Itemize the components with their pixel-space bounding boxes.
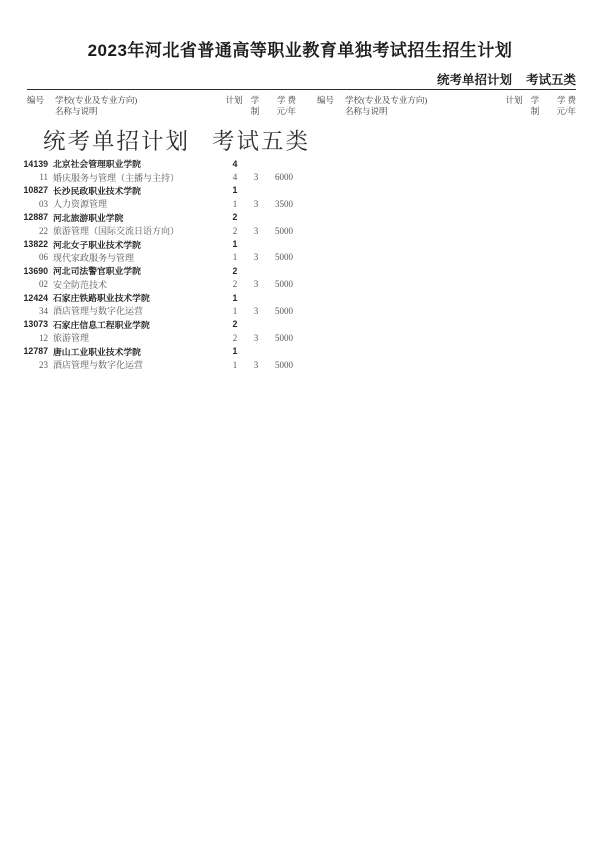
row-code: 13822 [23, 239, 48, 250]
table-row [21, 304, 293, 317]
row-code: 22 [39, 225, 48, 236]
table-row [21, 291, 293, 304]
row-code: 23 [39, 359, 48, 370]
col-header-duration: 学制 [250, 95, 260, 116]
row-code: 13690 [23, 265, 48, 276]
col-header-plan: 计划 [505, 95, 523, 105]
table-row [21, 358, 293, 371]
col-header-name-line1: 学校(专业及专业方向) [55, 95, 138, 105]
col-header-duration: 学制 [530, 95, 540, 116]
row-code: 34 [39, 305, 48, 316]
row-name: 现代家政服务与管理 [53, 252, 135, 263]
row-plan: 2 [232, 225, 238, 236]
row-fee: 5000 [275, 252, 293, 263]
section-heading-left: 统考单招计划 [43, 129, 191, 154]
row-plan: 2 [232, 319, 238, 330]
table-row [21, 251, 293, 264]
row-code: 11 [39, 172, 48, 183]
plan-type-label-left: 统考单招计划 [436, 73, 512, 87]
row-plan: 1 [232, 198, 238, 209]
row-duration: 3 [253, 172, 259, 183]
row-name: 旅游管理 [53, 333, 90, 344]
row-duration: 3 [253, 279, 259, 290]
row-plan: 2 [232, 332, 238, 343]
plan-type-label-right: 考试五类 [525, 73, 576, 87]
row-name: 河北旅游职业学院 [53, 212, 124, 223]
row-name: 长沙民政职业技术学院 [53, 185, 141, 196]
table-row [21, 157, 293, 170]
row-name: 河北女子职业技术学院 [53, 239, 141, 250]
row-fee: 3500 [275, 198, 293, 209]
row-plan: 1 [232, 239, 238, 250]
row-fee: 5000 [275, 225, 293, 236]
row-name: 婚庆服务与管理（主播与主持） [53, 172, 180, 183]
col-header-plan: 计划 [225, 95, 243, 105]
row-duration: 3 [253, 252, 259, 263]
row-plan: 1 [232, 185, 238, 196]
row-plan: 1 [232, 359, 238, 370]
row-code: 13073 [23, 319, 48, 330]
col-header-fee-line2: 元/年 [556, 105, 576, 116]
row-name: 人力资源管理 [53, 199, 108, 210]
row-name: 安全防范技术 [53, 279, 108, 290]
row-fee: 5000 [275, 359, 293, 370]
row-name: 旅游管理（国际交流日语方向） [53, 226, 180, 237]
col-header-fee [262, 95, 296, 116]
page-title: 2023年河北省普通高等职业教育单独考试招生招生计划 [87, 41, 513, 60]
row-fee: 6000 [275, 172, 293, 183]
row-fee: 5000 [275, 305, 293, 316]
col-header-name [49, 95, 220, 116]
table-row [21, 331, 293, 344]
table-row [21, 211, 293, 224]
row-code: 10827 [23, 185, 48, 196]
row-plan: 1 [232, 346, 238, 357]
row-code: 06 [39, 252, 48, 263]
table-row [21, 224, 293, 237]
col-header-code: 编号 [27, 95, 45, 105]
col-header-name-line2: 名称与说明 [55, 105, 98, 116]
row-plan: 1 [232, 292, 238, 303]
row-code: 03 [39, 198, 48, 209]
col-header-name-line2: 名称与说明 [345, 105, 388, 116]
col-header-fee-line1: 学 费 [556, 95, 576, 105]
row-fee: 5000 [275, 332, 293, 343]
table-row [21, 318, 293, 331]
row-fee: 5000 [275, 279, 293, 290]
table-rows [21, 157, 293, 371]
plan-type-label [437, 70, 576, 88]
header-divider [27, 89, 576, 90]
row-plan: 2 [232, 212, 238, 223]
row-name: 酒店管理与数字化运营 [53, 306, 144, 317]
row-code: 12787 [23, 346, 48, 357]
row-code: 12424 [23, 292, 48, 303]
row-plan: 4 [232, 172, 238, 183]
row-plan: 2 [232, 265, 238, 276]
row-plan: 1 [232, 252, 238, 263]
row-name: 北京社会管理职业学院 [53, 159, 141, 170]
row-duration: 3 [253, 225, 259, 236]
col-header-name [339, 95, 500, 116]
row-code: 02 [39, 279, 48, 290]
row-code: 14139 [23, 158, 48, 169]
col-header-name-line1: 学校(专业及专业方向) [345, 95, 428, 105]
row-name: 石家庄铁路职业技术学院 [53, 293, 150, 304]
table-row [21, 197, 293, 210]
row-name: 石家庄信息工程职业学院 [53, 319, 150, 330]
section-heading [43, 124, 310, 156]
row-name: 酒店管理与数字化运营 [53, 360, 144, 371]
table-row [21, 170, 293, 183]
col-header-fee-line2: 元/年 [276, 105, 296, 116]
table-row [21, 344, 293, 357]
table-row [21, 237, 293, 250]
row-code: 12887 [23, 212, 48, 223]
row-name: 唐山工业职业技术学院 [53, 346, 141, 357]
table-row [21, 278, 293, 291]
row-duration: 3 [253, 332, 259, 343]
table-row [21, 264, 293, 277]
col-header-fee [542, 95, 576, 116]
table-header-left [27, 95, 296, 116]
table-row [21, 184, 293, 197]
table-header-right [317, 95, 576, 116]
row-name: 河北司法警官职业学院 [53, 266, 141, 277]
row-plan: 2 [232, 279, 238, 290]
row-plan: 1 [232, 305, 238, 316]
row-plan: 4 [232, 158, 238, 169]
section-heading-right: 考试五类 [212, 129, 311, 154]
row-duration: 3 [253, 359, 259, 370]
row-duration: 3 [253, 198, 259, 209]
row-code: 12 [39, 332, 48, 343]
row-duration: 3 [253, 305, 259, 316]
col-header-fee-line1: 学 费 [276, 95, 296, 105]
col-header-code: 编号 [317, 95, 335, 105]
